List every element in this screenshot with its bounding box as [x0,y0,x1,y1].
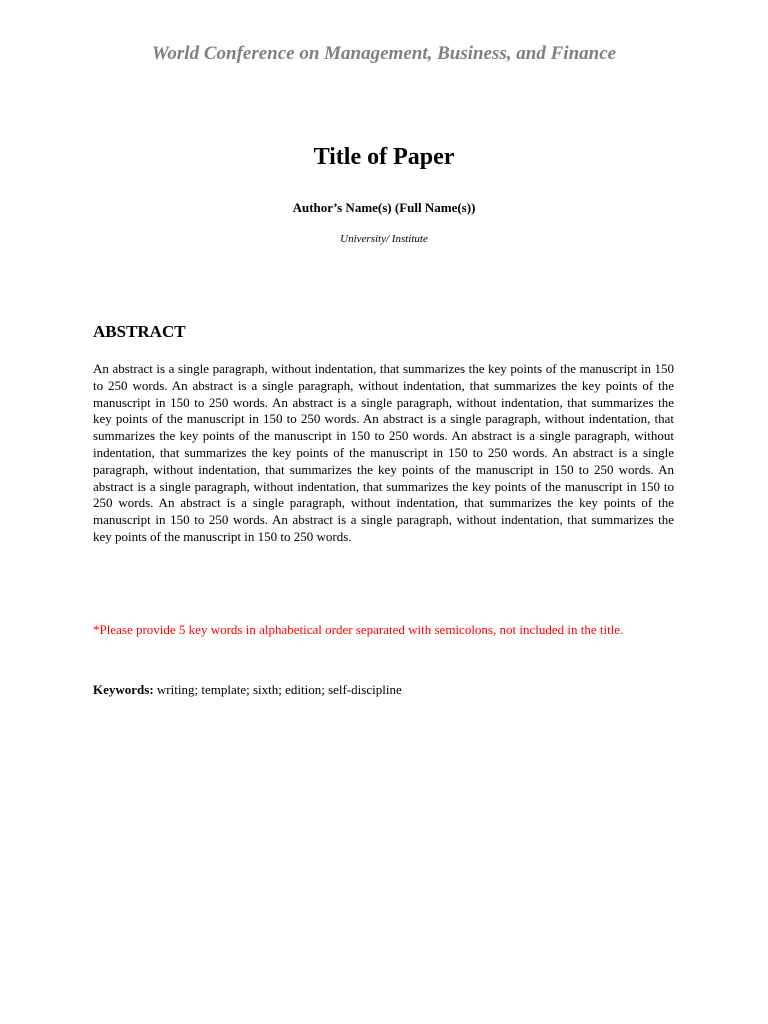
conference-header: World Conference on Management, Business, and Finance [151,43,617,64]
author-affiliation: University/ Institute [340,233,428,245]
keyword-instruction: *Please provide 5 key words in alphabetical order separated with semicolons, not included in the title. [93,622,624,637]
paper-title: Title of Paper [313,144,455,170]
abstract-paragraph: An abstract is a single paragraph, without indentation, that summarizes the key points of the manuscript in 150 to 250 words. An abstract is a single paragraph, without indentation, that summarizes the key points of the manuscript in 150 to 250 words. An abstract is a single paragraph, without indentation, that summarizes the key points of the manuscript in 150 to 250 words. An abstract is a single paragraph, without indentation, that summarizes the key points of the manuscript in 150 to 250 words. An abstract is a single paragraph, without indentation, that summarizes the key points of the manuscript in 150 to 250 words. An abstract is a single paragraph, without indentation, that summarizes the key points of the manuscript in 150 to 250 words. An abstract is a single paragraph, without indentation, that summarizes the key points of the manuscript in 150 to 250 words. An abstract is a single paragraph, without indentation, that summarizes the key points of the manuscript in 150 to 250 words. An abstract is a single paragraph, without indentation, that summarizes the key points of the manuscript in 150 to 250 words. [93,361,674,544]
keywords-label: Keywords: [93,682,154,697]
author-names: Author’s Name(s) (Full Name(s)) [292,200,476,215]
keywords-value: writing; template; sixth; edition; self-discipline [153,682,402,697]
keywords-line [93,681,674,698]
abstract-heading: ABSTRACT [93,322,186,341]
